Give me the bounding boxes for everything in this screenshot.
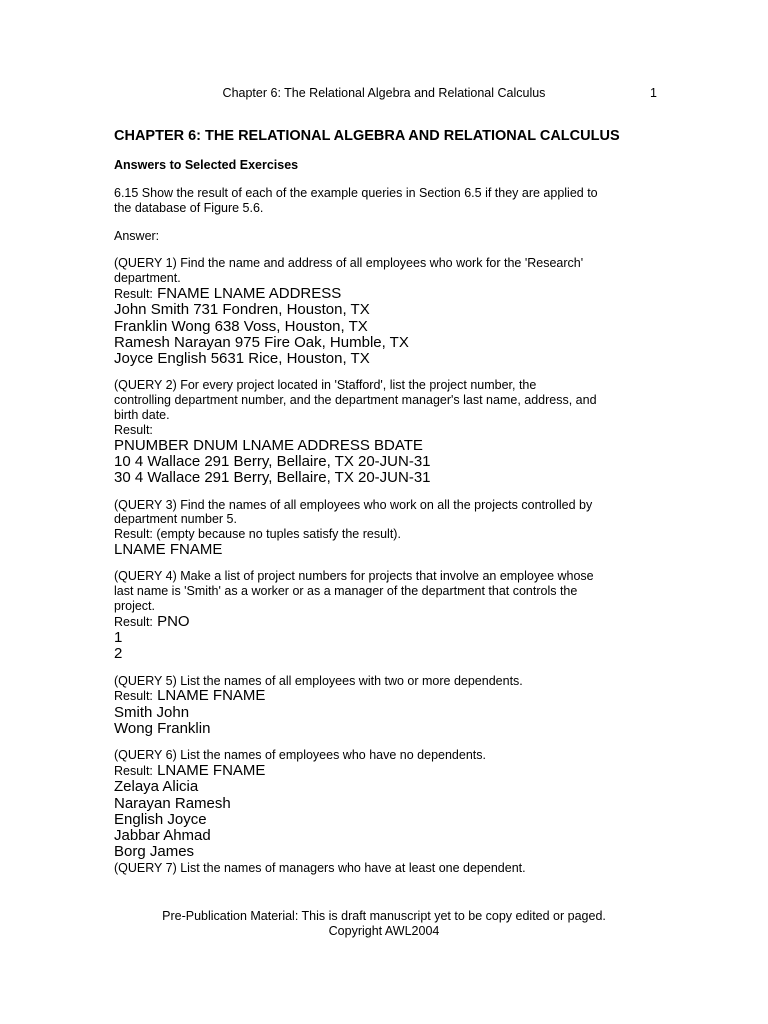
query-text-line: (QUERY 3) Find the names of all employees who work on all the projects controlled by	[114, 497, 593, 512]
result-row: Zelaya Alicia	[114, 778, 199, 796]
result-row: Joyce English 5631 Rice, Houston, TX	[114, 350, 370, 368]
result-columns: LNAME FNAME	[157, 762, 266, 779]
query-text-line: (QUERY 2) For every project located in 'Stafford', list the project number, the	[114, 378, 537, 393]
result-label: Result:	[114, 422, 153, 437]
page-number: 1	[650, 86, 657, 100]
result-row: Borg James	[114, 843, 195, 861]
result-label: Result:	[114, 764, 153, 778]
result-row: 2	[114, 645, 123, 663]
result-row: 30 4 Wallace 291 Berry, Bellaire, TX 20-JUN-31	[114, 469, 431, 487]
result-header-line	[114, 763, 654, 779]
query-text-line: (QUERY 6) List the names of employees who have no dependents.	[114, 748, 486, 763]
result-row: Narayan Ramesh	[114, 794, 231, 812]
result-row: Jabbar Ahmad	[114, 827, 211, 845]
result-row: Smith John	[114, 703, 190, 721]
exercise-prompt-line: 6.15 Show the result of each of the example queries in Section 6.5 if they are applied to	[114, 186, 598, 200]
query-text-line: department number 5.	[114, 512, 237, 527]
result-row: 1	[114, 628, 123, 646]
query-7-block	[114, 861, 654, 876]
exercise-prompt-line: the database of Figure 5.6.	[114, 200, 264, 215]
footer-notice: Pre-Publication Material: This is draft manuscript yet to be copy edited or paged.	[162, 909, 606, 923]
result-columns: LNAME FNAME	[157, 687, 266, 705]
result-header-line	[114, 286, 654, 302]
result-header-line	[114, 614, 654, 630]
query-1-block	[114, 256, 654, 367]
query-text-line: (QUERY 7) List the names of managers who have at least one dependent.	[114, 860, 526, 875]
result-row: Ramesh Narayan 975 Fire Oak, Humble, TX	[114, 333, 409, 351]
result-columns: PNO	[157, 612, 190, 630]
result-columns: FNAME LNAME ADDRESS	[157, 284, 342, 302]
result-row: Franklin Wong 638 Voss, Houston, TX	[114, 317, 368, 335]
result-label: Result:	[114, 286, 153, 301]
query-text-line: department.	[114, 271, 181, 286]
query-3-block	[114, 498, 654, 559]
query-text-line: (QUERY 5) List the names of all employees with two or more dependents.	[114, 673, 523, 688]
running-header-title: Chapter 6: The Relational Algebra and Relational Calculus	[222, 86, 546, 100]
result-label: Result:	[114, 614, 153, 629]
exercise-prompt	[114, 186, 654, 216]
result-row: English Joyce	[114, 810, 207, 828]
query-6-block	[114, 748, 654, 861]
query-text-line: controlling department number, and the department manager's last name, address, and	[114, 393, 597, 408]
query-text-line: project.	[114, 598, 155, 613]
section-heading: Answers to Selected Exercises	[114, 158, 299, 172]
query-text-line: birth date.	[114, 408, 170, 423]
query-4-block	[114, 569, 654, 662]
result-row: John Smith 731 Fondren, Houston, TX	[114, 301, 370, 319]
result-label: Result:	[114, 689, 153, 704]
query-text-line: (QUERY 4) Make a list of project numbers for projects that involve an employee whose	[114, 569, 594, 584]
result-row: 10 4 Wallace 291 Berry, Bellaire, TX 20-JUN-31	[114, 452, 431, 470]
result-columns: LNAME FNAME	[114, 540, 223, 558]
result-row: Wong Franklin	[114, 719, 211, 737]
chapter-title: CHAPTER 6: THE RELATIONAL ALGEBRA AND RELATIONAL CALCULUS	[114, 128, 620, 144]
result-label: Result: (empty because no tuples satisfy the result).	[114, 527, 401, 542]
result-columns: PNUMBER DNUM LNAME ADDRESS BDATE	[114, 436, 423, 454]
footer-copyright: Copyright AWL2004	[328, 923, 440, 938]
query-5-block	[114, 674, 654, 738]
result-header-line	[114, 688, 654, 704]
query-text-line: (QUERY 1) Find the name and address of all employees who work for the 'Research'	[114, 256, 584, 271]
page-body	[114, 128, 654, 876]
query-2-block	[114, 378, 654, 486]
query-text-line: last name is 'Smith' as a worker or as a manager of the department that controls the	[114, 584, 578, 599]
page-footer	[0, 909, 768, 938]
answer-label: Answer:	[114, 228, 160, 243]
